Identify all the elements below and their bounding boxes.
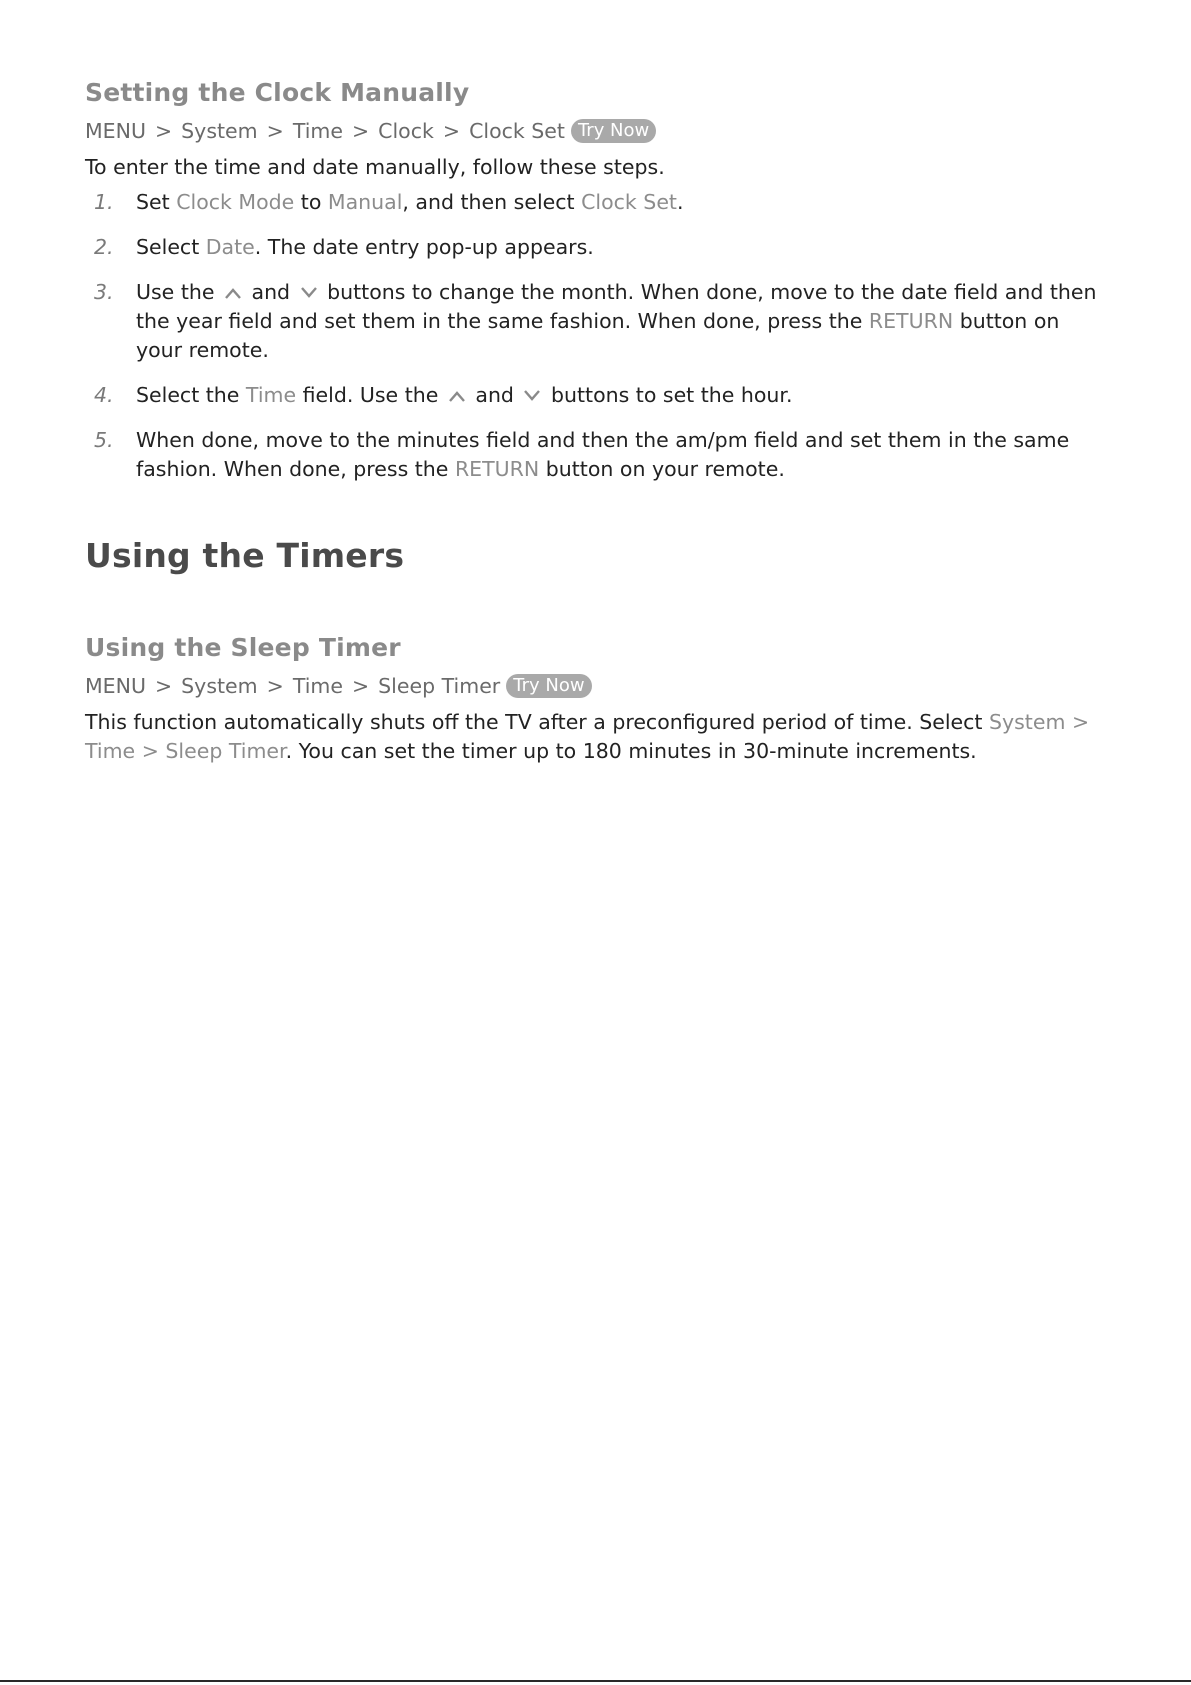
ui-term: Clock Mode: [176, 190, 295, 214]
step-text: and: [244, 280, 297, 304]
subsection-title-sleep-timer: Using the Sleep Timer: [85, 633, 401, 662]
page-content: [85, 78, 1105, 766]
ui-term: Clock Set: [581, 190, 677, 214]
step-item: [85, 278, 1105, 365]
path-crumb: MENU: [85, 119, 146, 143]
step-item: [85, 188, 1105, 217]
try-now-button[interactable]: Try Now: [506, 674, 591, 698]
ui-term-separator: >: [135, 739, 166, 763]
menu-path-sleep-timer: [85, 674, 1105, 698]
path-crumb: System: [181, 674, 258, 698]
step-number: 2.: [94, 235, 114, 259]
ui-term: System: [988, 710, 1066, 734]
section-title-timers: Using the Timers: [85, 536, 405, 575]
ui-term: Manual: [327, 190, 403, 214]
step-text: field. Use the: [296, 383, 445, 407]
step-text: button on your remote.: [136, 309, 1060, 362]
step-text: buttons to change the month. When done, move to the date field and then the year field and set them in the same fashion. When done, press the: [136, 280, 1097, 333]
ui-term: Date: [205, 235, 255, 259]
step-text: . The date entry pop-up appears.: [254, 235, 594, 259]
down-arrow-icon: [300, 286, 318, 300]
step-text: to: [294, 190, 328, 214]
menu-path-clock-set: [85, 119, 1105, 143]
path-separator: >: [154, 119, 173, 143]
path-crumb: System: [181, 119, 258, 143]
ui-term-separator: >: [1065, 710, 1090, 734]
path-crumb: MENU: [85, 674, 146, 698]
step-text: , and then select: [402, 190, 582, 214]
step-text: .: [676, 190, 684, 214]
step-text: Select the: [136, 383, 246, 407]
step-text: Use the: [136, 280, 221, 304]
path-separator: >: [351, 119, 370, 143]
step-number: 1.: [94, 190, 114, 214]
path-separator: >: [154, 674, 173, 698]
ui-term: RETURN: [454, 457, 540, 481]
path-crumb: Clock Set: [469, 119, 565, 143]
ui-term: Time: [85, 739, 136, 763]
ui-term: Time: [245, 383, 297, 407]
step-number: 3.: [94, 280, 114, 304]
path-crumb: Clock: [378, 119, 434, 143]
path-crumb: Sleep Timer: [378, 674, 501, 698]
steps-list: [85, 188, 1105, 484]
section-title-clock-manual: Setting the Clock Manually: [85, 78, 470, 107]
body-text: This function automatically shuts off the TV after a preconfigured period of time. Select: [85, 710, 989, 734]
path-crumb: Time: [292, 674, 343, 698]
step-text: Select: [136, 235, 206, 259]
step-item: [85, 426, 1105, 484]
ui-term: Sleep Timer: [165, 739, 286, 763]
path-separator: >: [266, 119, 284, 143]
down-arrow-icon: [523, 389, 541, 403]
step-text: button on your remote.: [539, 457, 785, 481]
step-text: and: [468, 383, 521, 407]
up-arrow-icon: [224, 286, 242, 300]
step-text: When done, move to the minutes field and then the am/pm field and set them in the same fashion. When done, press the: [136, 428, 1070, 481]
path-separator: >: [442, 119, 461, 143]
step-number: 5.: [94, 428, 114, 452]
up-arrow-icon: [448, 389, 466, 403]
step-item: [85, 381, 1105, 410]
path-separator: >: [266, 674, 284, 698]
path-crumb: Time: [292, 119, 343, 143]
body-text: . You can set the timer up to 180 minutes in 30-minute increments.: [285, 739, 977, 763]
sleep-timer-description: [85, 708, 1105, 766]
intro-text: To enter the time and date manually, follow these steps.: [85, 155, 665, 179]
step-item: [85, 233, 1105, 262]
path-separator: >: [351, 674, 370, 698]
ui-term: RETURN: [868, 309, 954, 333]
step-number: 4.: [94, 383, 114, 407]
step-text: buttons to set the hour.: [544, 383, 793, 407]
try-now-button[interactable]: Try Now: [571, 119, 656, 143]
page-bottom-rule: [0, 1680, 1191, 1682]
step-text: Set: [136, 190, 177, 214]
